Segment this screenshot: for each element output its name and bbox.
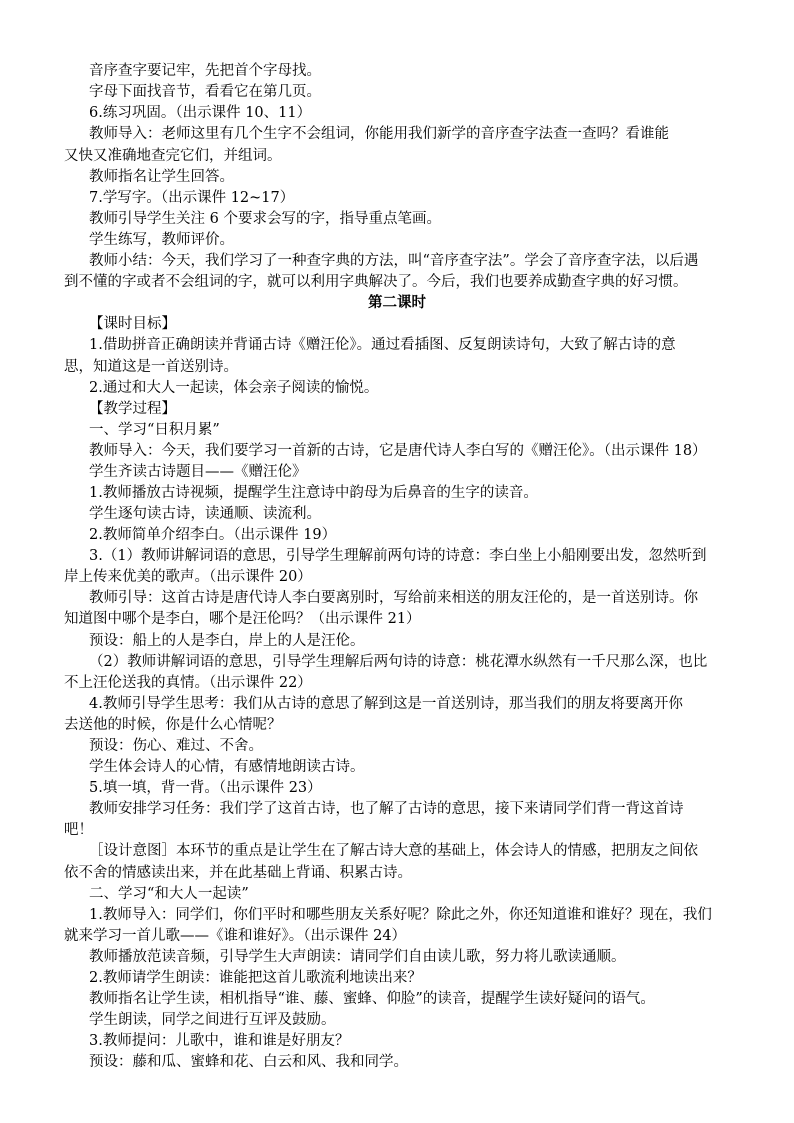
text-line: 7.学写字。（出示课件 12~17）	[89, 190, 295, 206]
text-line: 学生朗读，同学之间进行互评及鼓励。	[89, 1012, 336, 1028]
text-line: 1.教师导入：同学们，你们平时和哪些朋友关系好呢？除此之外，你还知道谁和谁好？现在，我们	[89, 907, 712, 923]
text-line: 音序查字要记牢，先把首个字母找。	[89, 63, 321, 79]
text-line: 6.练习巩固。（出示课件 10、11）	[89, 105, 312, 121]
text-line: （2）教师讲解词语的意思，引导学生理解后两句诗的诗意：桃花潭水纵然有一千尺那么深，也比	[89, 654, 708, 670]
text-line: 不上汪伦送我的真情。（出示课件 22）	[64, 675, 312, 691]
text-line: 教师引导学生关注 6 个要求会写的字，指导重点笔画。	[89, 211, 441, 227]
text-line: 预设：伤心、难过、不舍。	[89, 738, 263, 754]
text-line: 教师指名让学生回答。	[89, 169, 234, 185]
text-line: 教师导入：老师这里有几个生字不会组词，你能用我们新学的音序查字法查一查吗？看谁能	[89, 126, 669, 142]
text-line: 【教学过程】	[89, 401, 176, 417]
text-line: 学生齐读古诗题目——《赠汪伦》	[89, 464, 307, 480]
text-line: 【课时目标】	[89, 316, 176, 332]
text-line: 一、学习“日积月累”	[89, 422, 220, 438]
text-line: 2.教师简单介绍李白。（出示课件 19）	[89, 527, 337, 543]
text-line: 又快又准确地查完它们，并组词。	[64, 148, 282, 164]
text-line: 学生体会诗人的心情，有感情地朗读古诗。	[89, 759, 365, 775]
text-line: 学生逐句读古诗，读通顺、读流利。	[89, 506, 321, 522]
text-line: 教师小结：今天，我们学习了一种查字典的方法，叫“音序查字法”。学会了音序查字法，以后遇	[89, 253, 699, 269]
text-line: 二、学习“和大人一起读”	[89, 886, 249, 902]
text-line: 2.通过和大人一起读，体会亲子阅读的愉悦。	[89, 380, 379, 396]
text-line: 1.借助拼音正确朗读并背诵古诗《赠汪伦》。通过看插图、反复朗读诗句，大致了解古诗的意	[89, 337, 676, 353]
text-line: 学生练写，教师评价。	[89, 232, 234, 248]
text-line: 教师播放范读音频，引导学生大声朗读：请同学们自由读儿歌，努力将儿歌读通顺。	[89, 949, 626, 965]
text-line: 思，知道这是一首送别诗。	[64, 359, 238, 375]
text-line: 5.填一填，背一背。（出示课件 23）	[89, 780, 322, 796]
section-heading: 第二课时	[368, 295, 426, 311]
text-line: 预设：船上的人是李白，岸上的人是汪伦。	[89, 633, 365, 649]
text-line: 教师引导：这首古诗是唐代诗人李白要离别时，写给前来相送的朋友汪伦的，是一首送别诗。你	[89, 590, 698, 606]
text-line: 字母下面找音节，看看它在第几页。	[89, 84, 321, 100]
text-line: 3.（1）教师讲解词语的意思，引导学生理解前两句诗的诗意：李白坐上小船刚要出发，忽然听到	[89, 548, 707, 564]
text-line: 岸上传来优美的歌声。（出示课件 20）	[64, 569, 312, 585]
text-line: 4.教师引导学生思考：我们从古诗的意思了解到这是一首送别诗，那当我们的朋友将要离开你	[89, 696, 683, 712]
text-line: ［设计意图］本环节的重点是让学生在了解古诗大意的基础上，体会诗人的情感，把朋友之间依	[89, 843, 698, 859]
text-line: 就来学习一首儿歌——《谁和谁好》。（出示课件 24）	[64, 928, 407, 944]
text-line: 去送他的时候，你是什么心情呢？	[64, 717, 282, 733]
text-line: 到不懂的字或者不会组词的字，就可以利用字典解决了。今后，我们也要养成勤查字典的好习惯。	[64, 274, 688, 290]
text-line: 吧！	[64, 822, 93, 838]
text-line: 2.教师请学生朗读：谁能把这首儿歌流利地读出来？	[89, 970, 422, 986]
text-line: 预设：藤和瓜、蜜蜂和花、白云和风、我和同学。	[89, 1054, 408, 1070]
text-line: 教师安排学习任务：我们学了这首古诗，也了解了古诗的意思，接下来请同学们背一背这首诗	[89, 801, 684, 817]
text-line: 1.教师播放古诗视频，提醒学生注意诗中韵母为后鼻音的生字的读音。	[89, 485, 538, 501]
text-line: 教师导入：今天，我们要学习一首新的古诗，它是唐代诗人李白写的《赠汪伦》。（出示课件 18）	[89, 443, 707, 459]
text-line: 3.教师提问：儿歌中，谁和谁是好朋友？	[89, 1033, 350, 1049]
text-line: 知道图中哪个是李白，哪个是汪伦吗？（出示课件 21）	[64, 611, 421, 627]
text-line: 教师指名让学生读，相机指导“谁、藤、蜜蜂、仰脸”的读音，提醒学生读好疑问的语气。	[89, 991, 655, 1007]
text-line: 依不舍的情感读出来，并在此基础上背诵、积累古诗。	[64, 865, 412, 881]
